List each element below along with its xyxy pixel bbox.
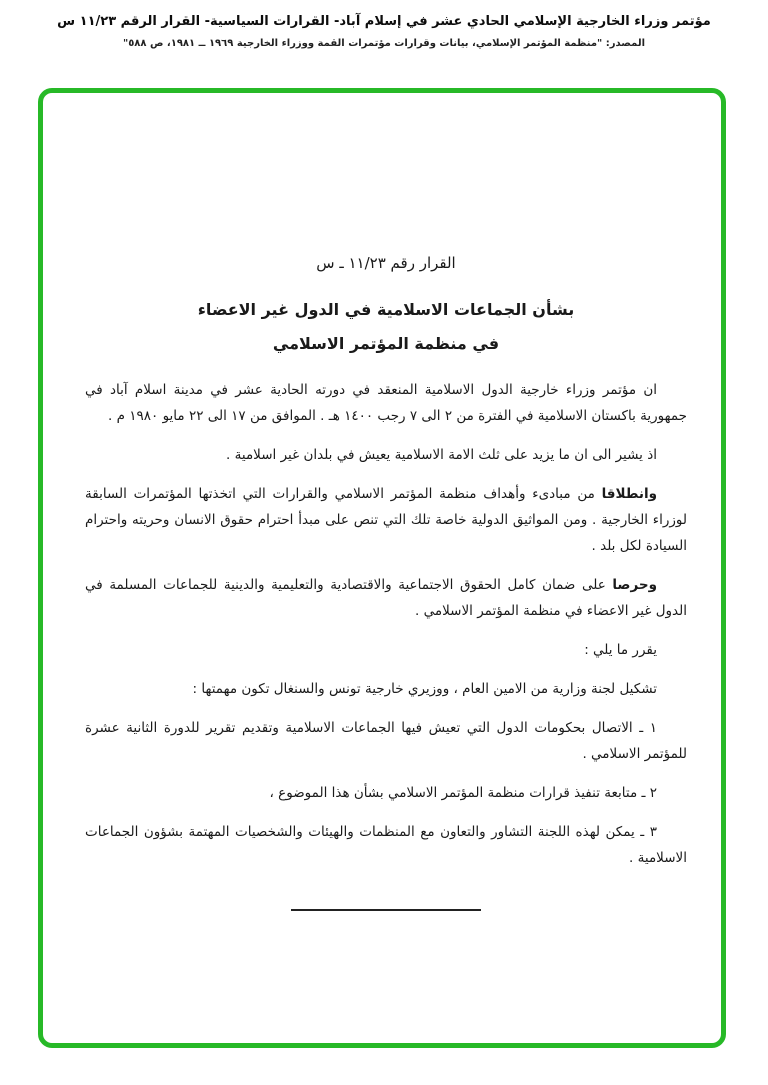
header-source: المصدر: "منظمة المؤتمر الإسلامي، بيانات وقرارات مؤتمرات القمة ووزراء الخارجية ١٩٦٩ ــ ١٩٨١، ص ٥٨٨" [122, 38, 646, 49]
paragraph [85, 377, 687, 429]
paragraph-lead: وحرصا [612, 577, 657, 593]
paragraph-text: من مبادىء وأهداف منظمة المؤتمر الاسلامي والقرارات التي اتخذتها المؤتمرات السابقة لوزراء الخارجية . ومن المواثيق الدولية خاصة تلك التي تنص على مبدأ احترام حقوق الانسان وحريته واحترام السيادة لكل بلد . [85, 486, 687, 554]
paragraph-text: يقرر ما يلي : [584, 642, 657, 658]
paragraph-text: ١ ـ الاتصال بحكومات الدول التي تعيش فيها الجماعات الاسلامية وتقديم تقرير للدورة الثانية عشرة للمؤتمر الاسلامي . [85, 720, 687, 762]
paragraph [85, 481, 687, 559]
paragraph [85, 780, 687, 806]
paragraph [85, 819, 687, 871]
resolution-title-line2: في منظمة المؤتمر الاسلامي [272, 334, 500, 353]
paragraphs [85, 377, 687, 871]
paragraph-lead: وانطلاقا [601, 486, 657, 502]
resolution-title-line1: بشأن الجماعات الاسلامية في الدول غير الاعضاء [197, 300, 575, 319]
paragraph-text: ان مؤتمر وزراء خارجية الدول الاسلامية المنعقد في دورته الحادية عشر في مدينة اسلام آباد في جمهورية باكستان الاسلامية في الفترة من ٢ الى ٧ رجب ١٤٠٠ هـ . الموافق من ١٧ الى ٢٢ مايو ١٩٨٠ م . [85, 382, 687, 424]
paragraph-text: ٣ ـ يمكن لهذه اللجنة التشاور والتعاون مع المنظمات والهيئات والشخصيات المهتمة بشؤون الجماعات الاسلامية . [85, 824, 687, 866]
paragraph [85, 715, 687, 767]
end-rule [291, 909, 481, 911]
document-header [0, 0, 768, 49]
paragraph-text: اذ يشير الى ان ما يزيد على ثلث الامة الاسلامية يعيش في بلدان غير اسلامية . [226, 447, 657, 463]
paragraph [85, 572, 687, 624]
paragraph [85, 442, 687, 468]
resolution-title [85, 293, 687, 361]
paragraph [85, 676, 687, 702]
resolution-number: القرار رقم ١١/٢٣ ـ س [316, 254, 456, 272]
paragraph-text: ٢ ـ متابعة تنفيذ قرارات منظمة المؤتمر الاسلامي بشأن هذا الموضوع ، [269, 785, 657, 801]
document-content [43, 93, 721, 911]
paragraph [85, 637, 687, 663]
paragraph-text: على ضمان كامل الحقوق الاجتماعية والاقتصادية والتعليمية والدينية للجماعات المسلمة في الدول غير الاعضاء في منظمة المؤتمر الاسلامي . [85, 577, 687, 619]
scanned-document-frame [38, 88, 726, 1048]
paragraph-text: تشكيل لجنة وزارية من الامين العام ، ووزيري خارجية تونس والسنغال تكون مهمتها : [192, 681, 657, 697]
header-citation: مؤتمر وزراء الخارجية الإسلامي الحادي عشر في إسلام آباد- القرارات السياسية- القرار الرقم ١١/٢٣ س [57, 14, 711, 29]
